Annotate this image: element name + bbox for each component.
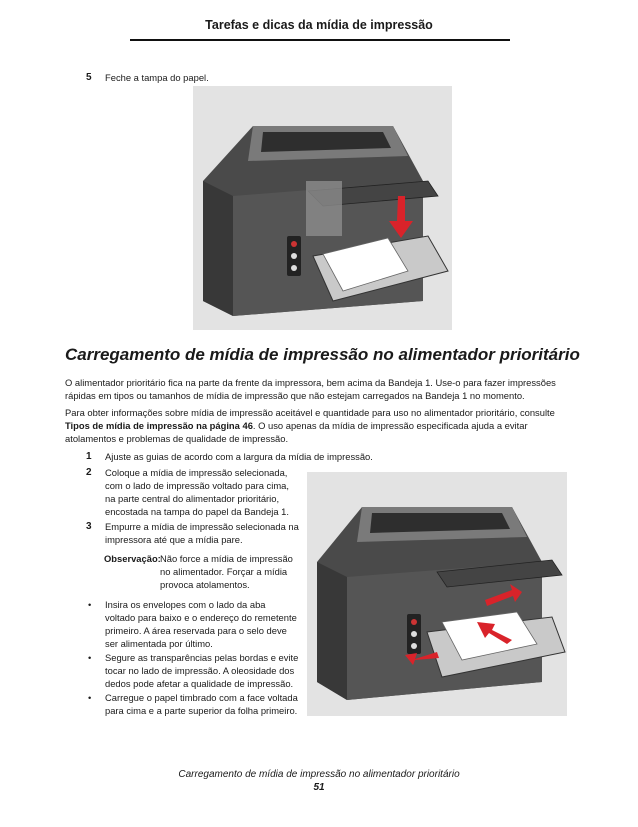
bullet-3-line1: Carregue o papel timbrado com a face voltada bbox=[105, 692, 298, 703]
step-2-line2: com o lado de impressão voltado para cima, bbox=[105, 480, 289, 491]
step-1-number: 1 bbox=[86, 451, 92, 462]
bullet-2-line3: dedos pode afetar a qualidade de impressão. bbox=[105, 678, 294, 689]
printer-close-cover-illustration bbox=[193, 86, 452, 330]
bullet-1-symbol: • bbox=[88, 599, 92, 610]
page-number: 51 bbox=[313, 782, 325, 793]
note-line1: Não force a mídia de impressão bbox=[160, 553, 293, 564]
step-5-text: Feche a tampa do papel. bbox=[105, 72, 209, 83]
section-title: Carregamento de mídia de impressão no alimentador prioritário bbox=[65, 345, 580, 364]
note-label: Observação: bbox=[104, 553, 161, 564]
bullet-3-line2: para cima e a parte superior da folha primeiro. bbox=[105, 705, 298, 716]
media-types-link[interactable]: Tipos de mídia de impressão na página 46 bbox=[65, 420, 253, 431]
footer-section-title: Carregamento de mídia de impressão no alimentador prioritário bbox=[178, 769, 460, 780]
bullet-1-line3: primeiro. A área reservada para o selo deve bbox=[105, 625, 287, 636]
intro-paragraph-line1: O alimentador prioritário fica na parte da frente da impressora, bem acima da Bandeja 1. Use-o para fazer impressões bbox=[65, 377, 556, 388]
step-2-number: 2 bbox=[86, 467, 92, 478]
step-2-line4: encostada na tampa do papel da Bandeja 1. bbox=[105, 506, 289, 517]
info-paragraph-line1: Para obter informações sobre mídia de impressão aceitável e quantidade para uso no alimentador prioritário, consulte bbox=[65, 407, 555, 418]
step-3-line1: Empurre a mídia de impressão selecionada na bbox=[105, 521, 299, 532]
note-line2: no alimentador. Forçar a mídia bbox=[160, 566, 288, 577]
step-2-line3: na parte central do alimentador prioritário, bbox=[105, 493, 280, 504]
header-divider bbox=[130, 39, 510, 41]
bullet-3-symbol: • bbox=[88, 692, 92, 703]
bullet-1-line1: Insira os envelopes com o lado da aba bbox=[105, 599, 266, 610]
intro-paragraph-line2: rápidas em tipos ou tamanhos de mídia de impressão que não estejam carregados na Bandeja 1 no momento. bbox=[65, 390, 525, 401]
info-paragraph-line3: atolamentos e problemas de qualidade de impressão. bbox=[65, 433, 289, 444]
info-paragraph-line2 bbox=[65, 420, 528, 433]
priority-feeder-illustration bbox=[307, 472, 567, 716]
info-paragraph-line2-rest: . O uso apenas da mídia de impressão especificada ajuda a evitar bbox=[252, 420, 528, 431]
step-3-line2: impressora até que a mídia pare. bbox=[105, 534, 243, 545]
step-1-text: Ajuste as guias de acordo com a largura da mídia de impressão. bbox=[105, 451, 373, 462]
step-3-number: 3 bbox=[86, 521, 92, 532]
bullet-2-line2: tocar no lado de impressão. A oleosidade dos bbox=[105, 665, 295, 676]
note-line3: provoca atolamentos. bbox=[160, 579, 250, 590]
step-2-line1: Coloque a mídia de impressão selecionada, bbox=[105, 467, 288, 478]
bullet-1-line2: voltado para baixo e o endereço do remetente bbox=[105, 612, 297, 623]
bullet-2-line1: Segure as transparências pelas bordas e evite bbox=[105, 652, 299, 663]
bullet-1-line4: ser alimentada por último. bbox=[105, 638, 213, 649]
page-header-title: Tarefas e dicas da mídia de impressão bbox=[205, 18, 433, 32]
bullet-2-symbol: • bbox=[88, 652, 92, 663]
step-5-number: 5 bbox=[86, 72, 92, 83]
